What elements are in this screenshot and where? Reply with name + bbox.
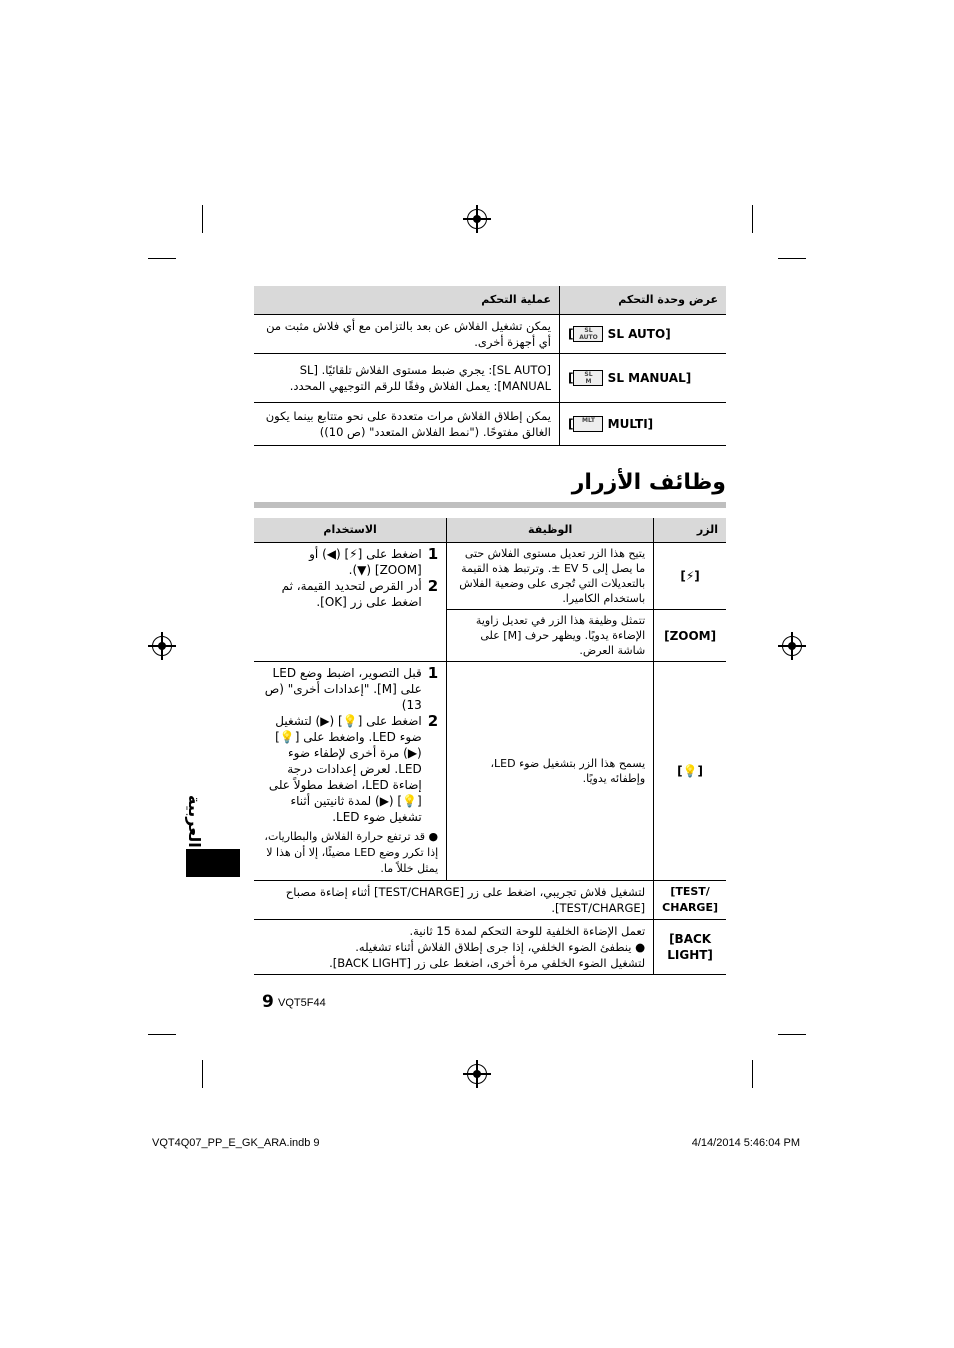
test-charge-usage: لتشغيل فلاش تجريبي، اضغط على زر [TEST/CHARGE] أثناء إضاءة مصباح [TEST/CHARGE]. [254, 881, 654, 920]
section-title: وظائف الأزرار [571, 470, 726, 495]
sl-manual-icon: SL M [573, 370, 603, 386]
header-button: الزر [654, 518, 726, 543]
test-charge-button: [TEST/ CHARGE] [654, 881, 726, 920]
step: 2 اضغط على [💡] (▶) لتشغيل ضوء LED. واضغط على [💡] (▶) مرة أخرى لإطفاء ضوء LED. لعرض إعدادات درجة إضاءة LED، اضغط مطولاً على [💡] (▶) لمدة ثانيتين أثناء تشغيل ضوء LED. [268, 712, 439, 824]
operation-text: يمكن تشغيل الفلاش عن بعد بالتزامن مع أي فلاش مثبت من أي أجهزة أخرى. [254, 315, 560, 354]
sl-auto-icon: SL AUTO [573, 326, 603, 342]
crop-mark [148, 258, 176, 259]
header-function: الوظيفة [447, 518, 654, 543]
flash-usage [254, 543, 447, 662]
registration-mark-icon [782, 636, 802, 656]
footer-date: 4/14/2014 5:46:04 PM [691, 1137, 800, 1149]
table-row [254, 354, 726, 403]
language-tab [186, 849, 240, 877]
operation-text: [SL AUTO]: يجري ضبط مستوى الفلاش تلقائيًا. [SL MANUAL]: يعمل الفلاش وفقًا للرقم التوجيهي المحدد. [254, 354, 560, 403]
led-button: [💡] [654, 662, 726, 881]
led-usage [254, 662, 447, 881]
step: 1 اضغط على [⚡] (◀) أو [ZOOM] (▼). [309, 545, 439, 577]
model-code: VQT5F44 [278, 997, 326, 1009]
zoom-function: تتمثل وظيفة هذا الزر في تعديل زاوية الإضاءة يدويًا. ويظهر حرف [M] على شاشة العرض. [447, 610, 654, 662]
note: ● قد ترتفع حرارة الفلاش والبطاريات، إذا تكرر وضع LED مضيئًا، إلا أن هذا لا يمثل خللاً ما. [264, 830, 439, 875]
crop-mark [148, 1034, 176, 1035]
zoom-button: [ZOOM] [654, 610, 726, 662]
control-mode-table [254, 286, 726, 446]
step: 2 أدر القرص لتحديد القيمة، ثم اضغط على زر [OK]. [281, 577, 439, 609]
mode-sl-manual: [ SL M SL MANUAL] [560, 354, 727, 403]
operation-text: يمكن إطلاق الفلاش مرات متعددة على نحو متتابع بينما يكون الغالق مفتوحًا. ("نمط الفلاش المتعدد" (ص 10)) [254, 403, 560, 446]
step: 1 قبل التصوير، اضبط وضع LED على [M]. "إعدادات أخرى" (ص 13) [264, 664, 439, 712]
table-row [254, 403, 726, 446]
registration-mark-icon [467, 1064, 487, 1084]
table-row [254, 662, 726, 881]
button-functions-table [254, 518, 726, 975]
language-label: العربية [185, 795, 204, 848]
mode-multi: [ MLT MULTI] [560, 403, 727, 446]
flash-function: يتيح هذا الزر تعديل مستوى الفلاش حتى ما يصل إلى 5 EV ±. وترتبط هذه القيمة بالتعديلات التي تُجرى على وضعية الفلاش باستخدام الكاميرا. [447, 543, 654, 610]
crop-mark [778, 258, 806, 259]
header-operation: عملية التحكم [254, 286, 560, 315]
crop-mark [752, 205, 753, 233]
header-mode: عرض وحدة التحكم [560, 286, 727, 315]
mode-sl-auto: [ SL AUTO SL AUTO] [560, 315, 727, 354]
multi-icon: MLT [573, 416, 603, 432]
back-light-button: [BACK LIGHT] [654, 920, 726, 975]
back-light-usage: تعمل الإضاءة الخلفية للوحة التحكم لمدة 15 ثانية. ● ينطفئ الضوء الخلفي، إذا جرى إطلاق الفلاش أثناء تشغيله. لتشغيل الضوء الخلفي مرة أخرى، اضغط على زر [BACK LIGHT]. [254, 920, 654, 975]
footer-file: VQT4Q07_PP_E_GK_ARA.indb 9 [152, 1137, 320, 1149]
flash-button: [⚡] [654, 543, 726, 610]
table-row [254, 920, 726, 975]
registration-mark-icon [152, 636, 172, 656]
page-number: 9 [262, 992, 274, 1012]
table-row [254, 543, 726, 610]
led-function: يسمح هذا الزر بتشغيل ضوء LED، وإطفائه يدويًا. [447, 662, 654, 881]
table-row [254, 881, 726, 920]
section-divider [254, 502, 726, 508]
table-row [254, 315, 726, 354]
crop-mark [778, 1034, 806, 1035]
crop-mark [202, 1060, 203, 1088]
crop-mark [202, 205, 203, 233]
registration-mark-icon [467, 209, 487, 229]
crop-mark [752, 1060, 753, 1088]
header-usage: الاستخدام [254, 518, 447, 543]
